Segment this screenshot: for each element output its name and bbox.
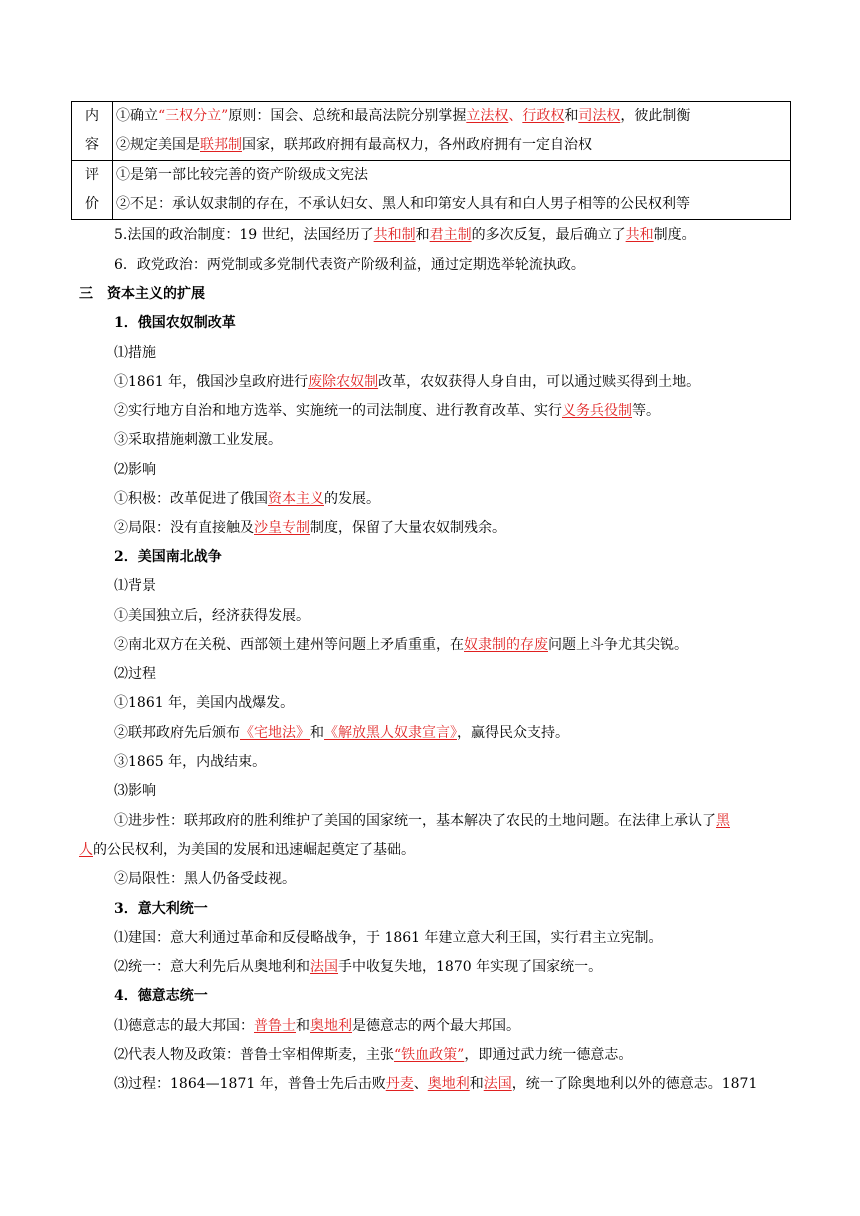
row-label-content: 内 容 [72,102,113,161]
table-row-content [72,102,791,161]
list-item: ⑴建国：意大利通过革命和反侵略战争，于 1861 年建立意大利王国，实行君主立宪制。 [114,930,663,946]
paragraph-france-politics: 5.法国的政治制度：19 世纪，法国经历了共和制和君主制的多次反复，最后确立了共和制度。 [114,227,696,243]
list-item: ⑵统一：意大利先后从奥地利和法国手中收复失地，1870 年实现了国家统一。 [114,959,603,975]
list-item: ⑵代表人物及政策：普鲁士宰相俾斯麦，主张“铁血政策”，即通过武力统一德意志。 [114,1047,633,1063]
list-item: ①1861 年，美国内战爆发。 [114,695,295,711]
item-heading: ⑵影响 [114,462,156,478]
table-line: ②规定美国是联邦制国家，联邦政府拥有最高权力，各州政府拥有一定自治权 [116,137,592,153]
list-item: ②南北双方在关税、西部领土建州等问题上矛盾重重，在奴隶制的存废问题上斗争尤其尖锐。 [114,637,688,653]
section-heading: 三 资本主义的扩展 [79,286,205,302]
row-body-content [113,102,791,161]
list-item: ③采取措施刺激工业发展。 [114,432,282,448]
list-item: ②局限：没有直接触及沙皇专制制度，保留了大量农奴制残余。 [114,520,506,536]
table-row-evaluation [72,161,791,220]
list-item: ②局限性：黑人仍备受歧视。 [114,871,296,887]
subsection-heading-italy: 3．意大利统一 [114,901,208,917]
item-heading: ⑴措施 [114,345,156,361]
subsection-heading-russia: 1．俄国农奴制改革 [114,315,236,331]
list-item: ②联邦政府先后颁布《宅地法》和《解放黑人奴隶宣言》，赢得民众支持。 [114,725,569,741]
item-heading: ⑴背景 [114,578,156,594]
item-heading: ⑵过程 [114,666,156,682]
list-item: ⑶过程：1864—1871 年，普鲁士先后击败丹麦、奥地利和法国，统一了除奥地利以外的德意志。1871 [114,1076,758,1092]
list-item: ③1865 年，内战结束。 [114,754,267,770]
list-item: ①1861 年，俄国沙皇政府进行废除农奴制改革，农奴获得人身自由，可以通过赎买得到土地。 [114,374,701,390]
table-line: ①是第一部比较完善的资产阶级成文宪法 [116,167,368,183]
list-item: ①美国独立后，经济获得发展。 [114,608,310,624]
subsection-heading-usa: 2．美国南北战争 [114,549,222,565]
constitution-table [71,101,791,220]
item-heading: ⑶影响 [114,783,156,799]
list-item: ①积极：改革促进了俄国资本主义的发展。 [114,491,380,507]
row-label-evaluation: 评 价 [72,161,113,220]
list-item-continuation: 人的公民权利，为美国的发展和迅速崛起奠定了基础。 [79,842,415,858]
row-body-evaluation [113,161,791,220]
subsection-heading-germany: 4．德意志统一 [114,988,208,1004]
table-line: ②不足：承认奴隶制的存在，不承认妇女、黑人和印第安人具有和白人男子相等的公民权利等 [116,196,690,212]
list-item: ②实行地方自治和地方选举、实施统一的司法制度、进行教育改革、实行义务兵役制等。 [114,403,660,419]
paragraph-party-politics: 6．政党政治：两党制或多党制代表资产阶级利益，通过定期选举轮流执政。 [114,257,585,273]
list-item: ⑴德意志的最大邦国：普鲁士和奥地利是德意志的两个最大邦国。 [114,1018,520,1034]
table-line: ①确立“三权分立”原则：国会、总统和最高法院分别掌握立法权、行政权和司法权，彼此制衡 [116,108,691,124]
list-item: ①进步性：联邦政府的胜利维护了美国的国家统一，基本解决了农民的土地问题。在法律上承认了黑 [114,813,730,829]
